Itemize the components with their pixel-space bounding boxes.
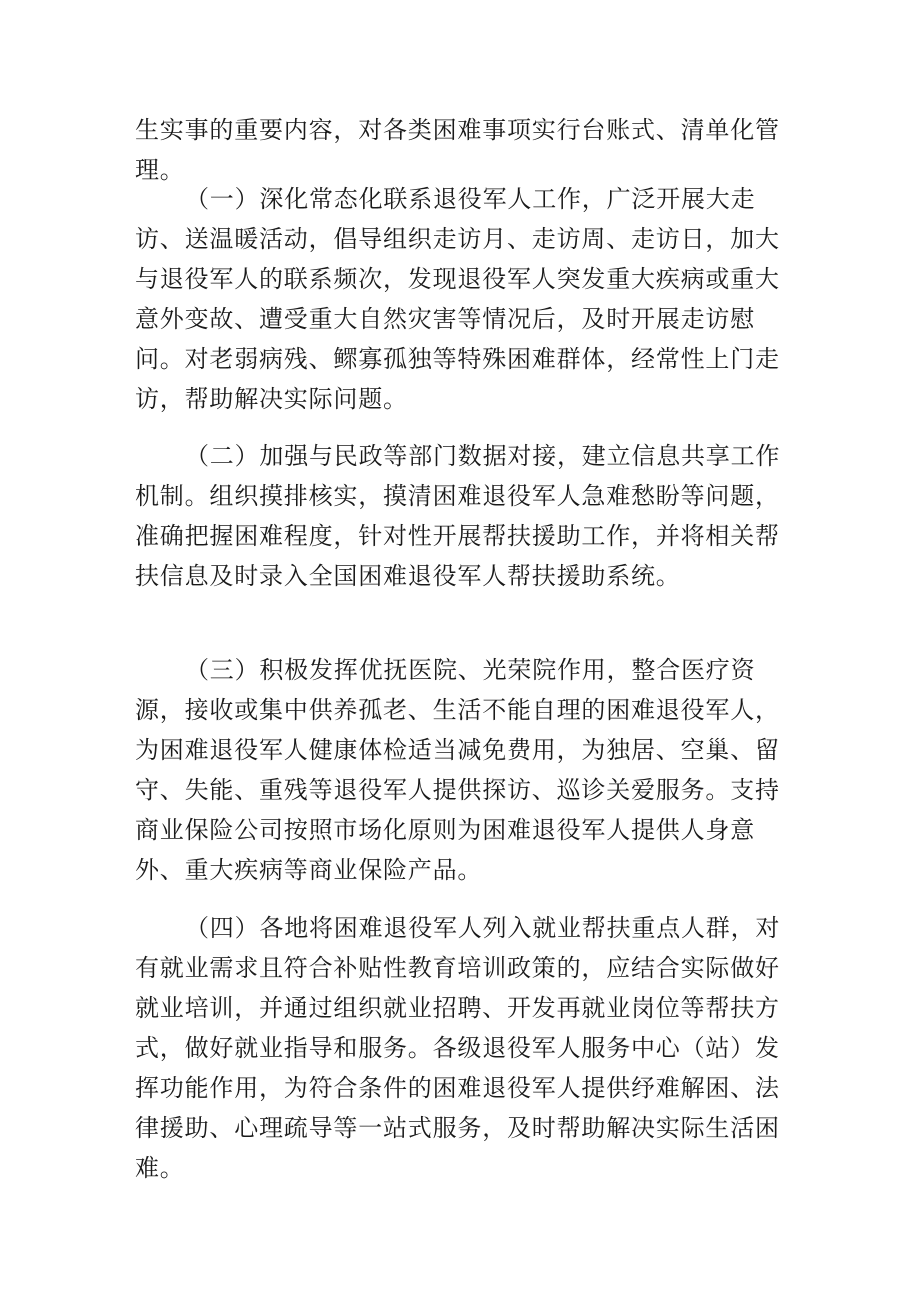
paragraph-section-1: （一）深化常态化联系退役军人工作，广泛开展大走访、送温暖活动，倡导组织走访月、走访周、走访日，加大与退役军人的联系频次，发现退役军人突发重大疾病或重大意外变故、遭受重大自然灾害等情况后，及时开展走访慰问。对老弱病残、鳏寡孤独等特殊困难群体，经常性上门走访，帮助解决实际问题。 bbox=[135, 185, 780, 413]
paragraph-section-4: （四）各地将困难退役军人列入就业帮扶重点人群，对有就业需求且符合补贴性教育培训政策的，应结合实际做好就业培训，并通过组织就业招聘、开发再就业岗位等帮扶方式，做好就业指导和服务。各级退役军人服务中心（站）发挥功能作用，为符合条件的困难退役军人提供纾难解困、法律援助、心理疏导等一站式服务，及时帮助解决实际生活困难。 bbox=[135, 914, 781, 1182]
paragraph-section-3: （三）积极发挥优抚医院、光荣院作用，整合医疗资源，接收或集中供养孤老、生活不能自理的困难退役军人，为困难退役军人健康体检适当减免费用，为独居、空巢、留守、失能、重残等退役军人提供探访、巡诊关爱服务。支持商业保险公司按照市场化原则为困难退役军人提供人身意外、重大疾病等商业保险产品。 bbox=[135, 656, 780, 884]
paragraph-continuation: 生实事的重要内容，对各类困难事项实行台账式、清单化管理。 bbox=[135, 116, 780, 184]
paragraph-section-2: （二）加强与民政等部门数据对接，建立信息共享工作机制。组织摸排核实，摸清困难退役军人急难愁盼等问题，准确把握困难程度，针对性开展帮扶援助工作，并将相关帮扶信息及时录入全国困难退役军人帮扶援助系统。 bbox=[135, 442, 781, 590]
